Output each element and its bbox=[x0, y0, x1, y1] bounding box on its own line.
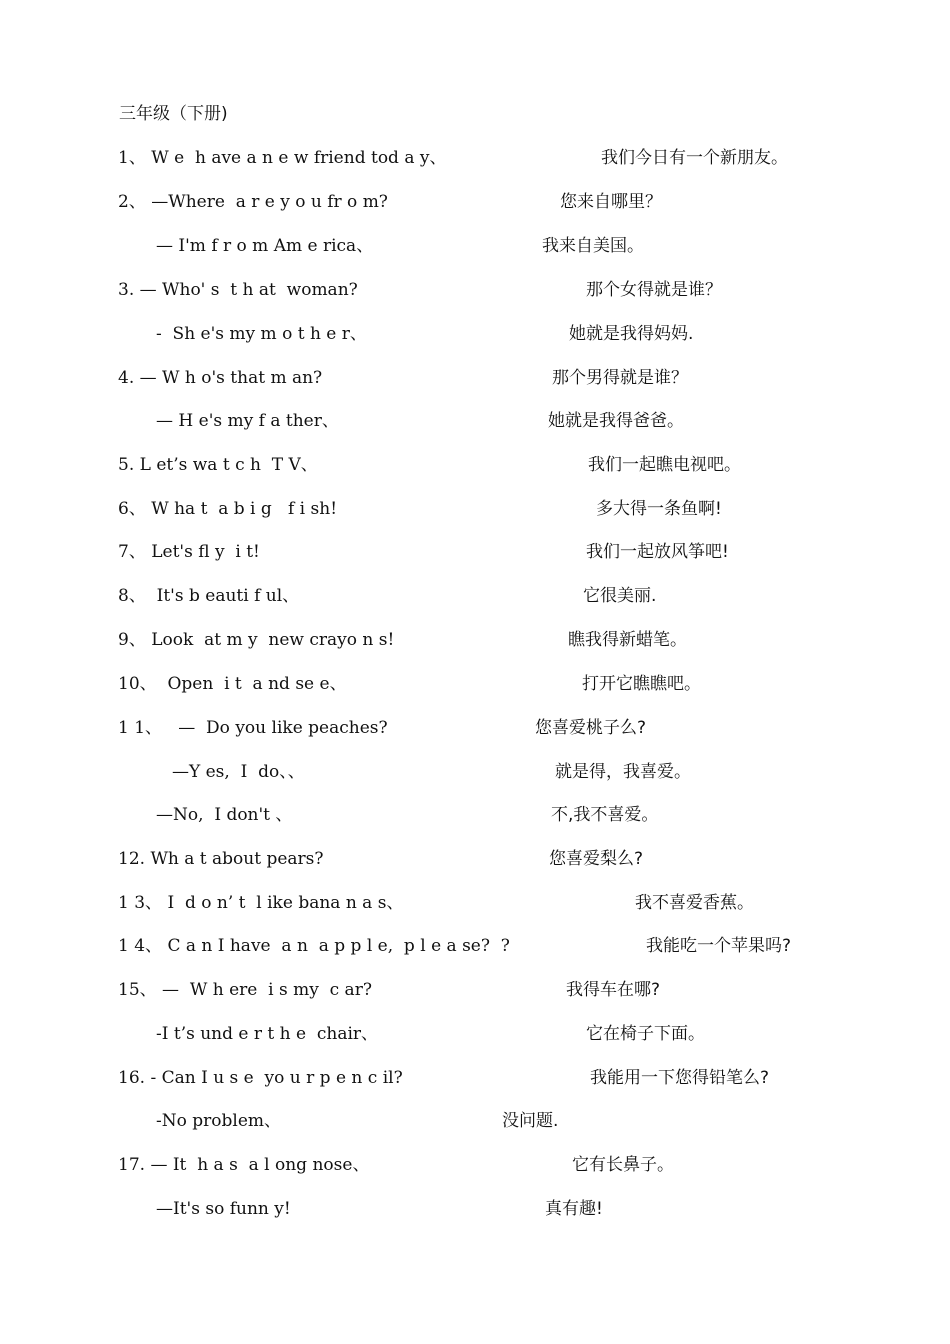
chinese-translation: 我们一起瞧电视吧。 bbox=[588, 455, 741, 475]
chinese-translation: 那个女得就是谁？ bbox=[586, 280, 722, 300]
chinese-translation: 您喜爱桃子么? bbox=[535, 718, 647, 738]
chinese-translation: 我们今日有一个新朋友。 bbox=[601, 148, 788, 168]
english-sentence: - Sh e's my m o t h e r、 bbox=[156, 324, 367, 344]
chinese-translation: 我来自美国。 bbox=[542, 236, 644, 256]
english-sentence: —It's so funn y! bbox=[156, 1199, 291, 1219]
english-sentence: 8、 It's b eauti f ul、 bbox=[118, 586, 300, 606]
chinese-translation: 我得车在哪? bbox=[566, 980, 661, 1000]
english-sentence: 7、 Let's fl y i t! bbox=[118, 542, 260, 562]
chinese-translation: 它在椅子下面。 bbox=[586, 1024, 705, 1044]
chinese-translation: 它很美丽. bbox=[583, 586, 657, 606]
english-sentence: 17. — It h a s a l ong nose、 bbox=[118, 1155, 370, 1175]
english-sentence: — H e's my f a ther、 bbox=[156, 411, 339, 431]
english-sentence: 3. — Who' s t h at woman? bbox=[118, 280, 358, 300]
english-sentence: 9、 Look at m y new crayo n s! bbox=[118, 630, 395, 650]
chinese-translation: 我能用一下您得铅笔么? bbox=[590, 1068, 770, 1088]
english-sentence: 12. Wh a t about pears? bbox=[118, 849, 324, 869]
english-sentence: 4. — W h o's that m an? bbox=[118, 368, 323, 388]
english-sentence: 1 4、 C a n I have a n a p p l e, p l e a se? ? bbox=[118, 936, 510, 956]
english-sentence: 10、 Open i t a nd se e、 bbox=[118, 674, 347, 694]
chinese-translation: 她就是我得妈妈. bbox=[569, 324, 694, 344]
english-sentence: -No problem、 bbox=[156, 1111, 282, 1131]
english-sentence: 1 1、 — Do you like peaches? bbox=[118, 718, 388, 738]
english-sentence: 2、 —Where a r e y o u fr o m? bbox=[118, 192, 388, 212]
chinese-translation: 她就是我得爸爸。 bbox=[548, 411, 684, 431]
english-sentence: 6、 W ha t a b i g f i sh! bbox=[118, 499, 338, 519]
english-sentence: —Y es, I do、、 bbox=[172, 762, 305, 782]
chinese-translation: 没问题. bbox=[502, 1111, 559, 1131]
chinese-translation: 打开它瞧瞧吧。 bbox=[582, 674, 701, 694]
english-sentence: 16. - Can I u s e yo u r p e n c il? bbox=[118, 1068, 403, 1088]
chinese-translation: 我不喜爱香蕉。 bbox=[635, 893, 754, 913]
english-sentence: 1、 W e h ave a n e w friend tod a y、 bbox=[118, 148, 447, 168]
english-sentence: -I t’s und e r t h e chair、 bbox=[156, 1024, 379, 1044]
english-sentence: 15、 — W h ere i s my c ar? bbox=[118, 980, 372, 1000]
english-sentence: 1 3、 I d o n’ t l ike bana n a s、 bbox=[118, 893, 404, 913]
chinese-translation: 它有长鼻子。 bbox=[572, 1155, 674, 1175]
chinese-translation: 瞧我得新蜡笔。 bbox=[568, 630, 687, 650]
chinese-translation: 就是得，我喜爱。 bbox=[555, 762, 691, 782]
chinese-translation: 多大得一条鱼啊! bbox=[596, 499, 722, 519]
chinese-translation: 您来自哪里？ bbox=[560, 192, 662, 212]
chinese-translation: 不,我不喜爱。 bbox=[551, 805, 659, 825]
chinese-translation: 我们一起放风筝吧! bbox=[586, 542, 729, 562]
chinese-translation: 我能吃一个苹果吗? bbox=[646, 936, 792, 956]
chinese-translation: 那个男得就是谁？ bbox=[552, 368, 688, 388]
page-heading: 三年级（下册) bbox=[119, 104, 228, 124]
english-sentence: — I'm f r o m Am e rica、 bbox=[156, 236, 374, 256]
chinese-translation: 您喜爱梨么? bbox=[549, 849, 644, 869]
chinese-translation: 真有趣! bbox=[545, 1199, 603, 1219]
english-sentence: —No, I don't 、 bbox=[156, 805, 293, 825]
english-sentence: 5. L et’s wa t c h T V、 bbox=[118, 455, 318, 475]
